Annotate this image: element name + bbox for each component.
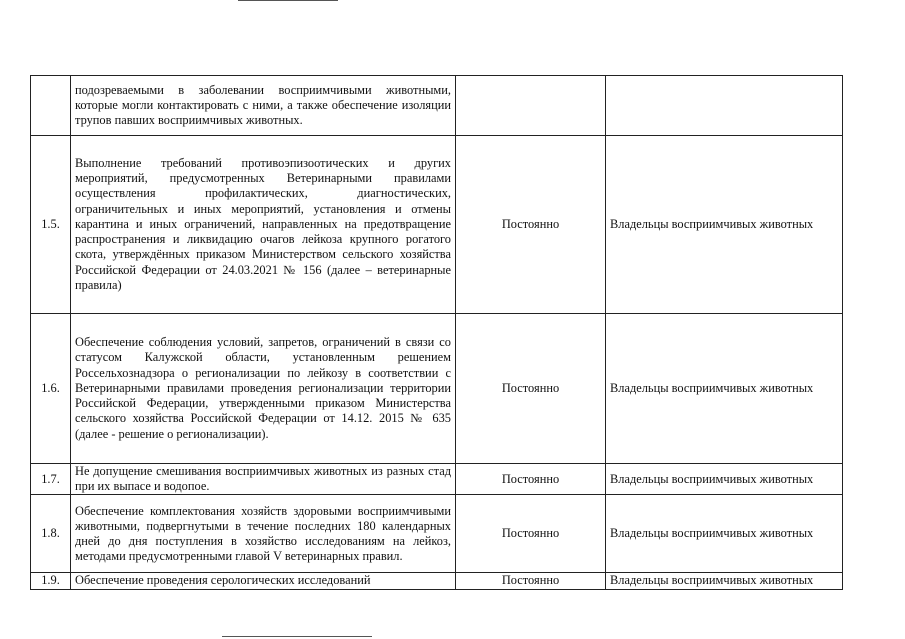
row-number [31,573,71,590]
measure-text: Выполнение требований противоэпизоотических и других мероприятий, предусмотренных Ветеринарными правилами осуществления профилактических, диагностических, ограничительных и иных мероприятий, установления и отмены карантина и иных ограничений, направленных на предотвращение распространения и ликвидацию очагов лейкоза крупного рогатого скота, утверждённых приказом Министерством сельского хозяйства Российской Федерации от 24.03.2021 № 156 (далее – ветеринарные правила) [71,136,456,314]
term-cell: Постоянно [456,464,606,495]
measure-text-content: Обеспечение проведения серологических исследований [75,573,371,588]
bottom-scan-line [222,636,372,637]
row-number: 1.6. [31,314,71,464]
top-scan-line [238,0,338,1]
term-text: Постоянно [501,573,560,588]
measure-text: подозреваемыми в заболевании восприимчивыми животными, которые могли контактировать с ними, а также обеспечение изоляции трупов павших восприимчивых животных. [71,76,456,136]
table-row [31,464,843,495]
row-number [31,76,71,136]
term-cell: Постоянно [456,136,606,314]
table-row [31,573,843,590]
term-cell: Постоянно [456,495,606,573]
measure-text: Обеспечение комплектования хозяйств здоровыми восприимчивыми животными, подвергнутыми в течение последних 180 календарных дней до дня поступления в хозяйство исследованиям на лейкоз, методами предусмотренными главой V ветеринарных правил. [71,495,456,573]
measure-text [71,573,456,590]
row-number: 1.8. [31,495,71,573]
term-cell [456,573,606,590]
table-row [31,136,843,314]
table-row [31,495,843,573]
responsible-cell: Владельцы восприимчивых животных [606,136,843,314]
measure-text: Не допущение смешивания восприимчивых животных из разных стад при их выпасе и водопое. [71,464,456,495]
responsible-cell: Владельцы восприимчивых животных [606,495,843,573]
row-number: 1.5. [31,136,71,314]
term-cell: Постоянно [456,314,606,464]
responsible-cell: Владельцы восприимчивых животных [606,464,843,495]
measure-text: Обеспечение соблюдения условий, запретов, ограничений в связи со статусом Калужской области, установленным решением Россельхознадзора о регионализации по лейкозу в соответствии с Ветеринарными правилами проведения регионализации территории Российской Федерации, утвержденными приказом Министерства сельского хозяйства Российской Федерации от 14.12. 2015 № 635 (далее - решение о регионализации). [71,314,456,464]
row-number-text: 1.9. [41,573,60,588]
responsible-cell [606,573,843,590]
table-row [31,314,843,464]
responsible-cell: Владельцы восприимчивых животных [606,314,843,464]
responsible-cell [606,76,843,136]
measures-table [30,75,843,590]
responsible-text: Владельцы восприимчивых животных [610,573,814,588]
table-row [31,76,843,136]
term-cell [456,76,606,136]
row-number: 1.7. [31,464,71,495]
